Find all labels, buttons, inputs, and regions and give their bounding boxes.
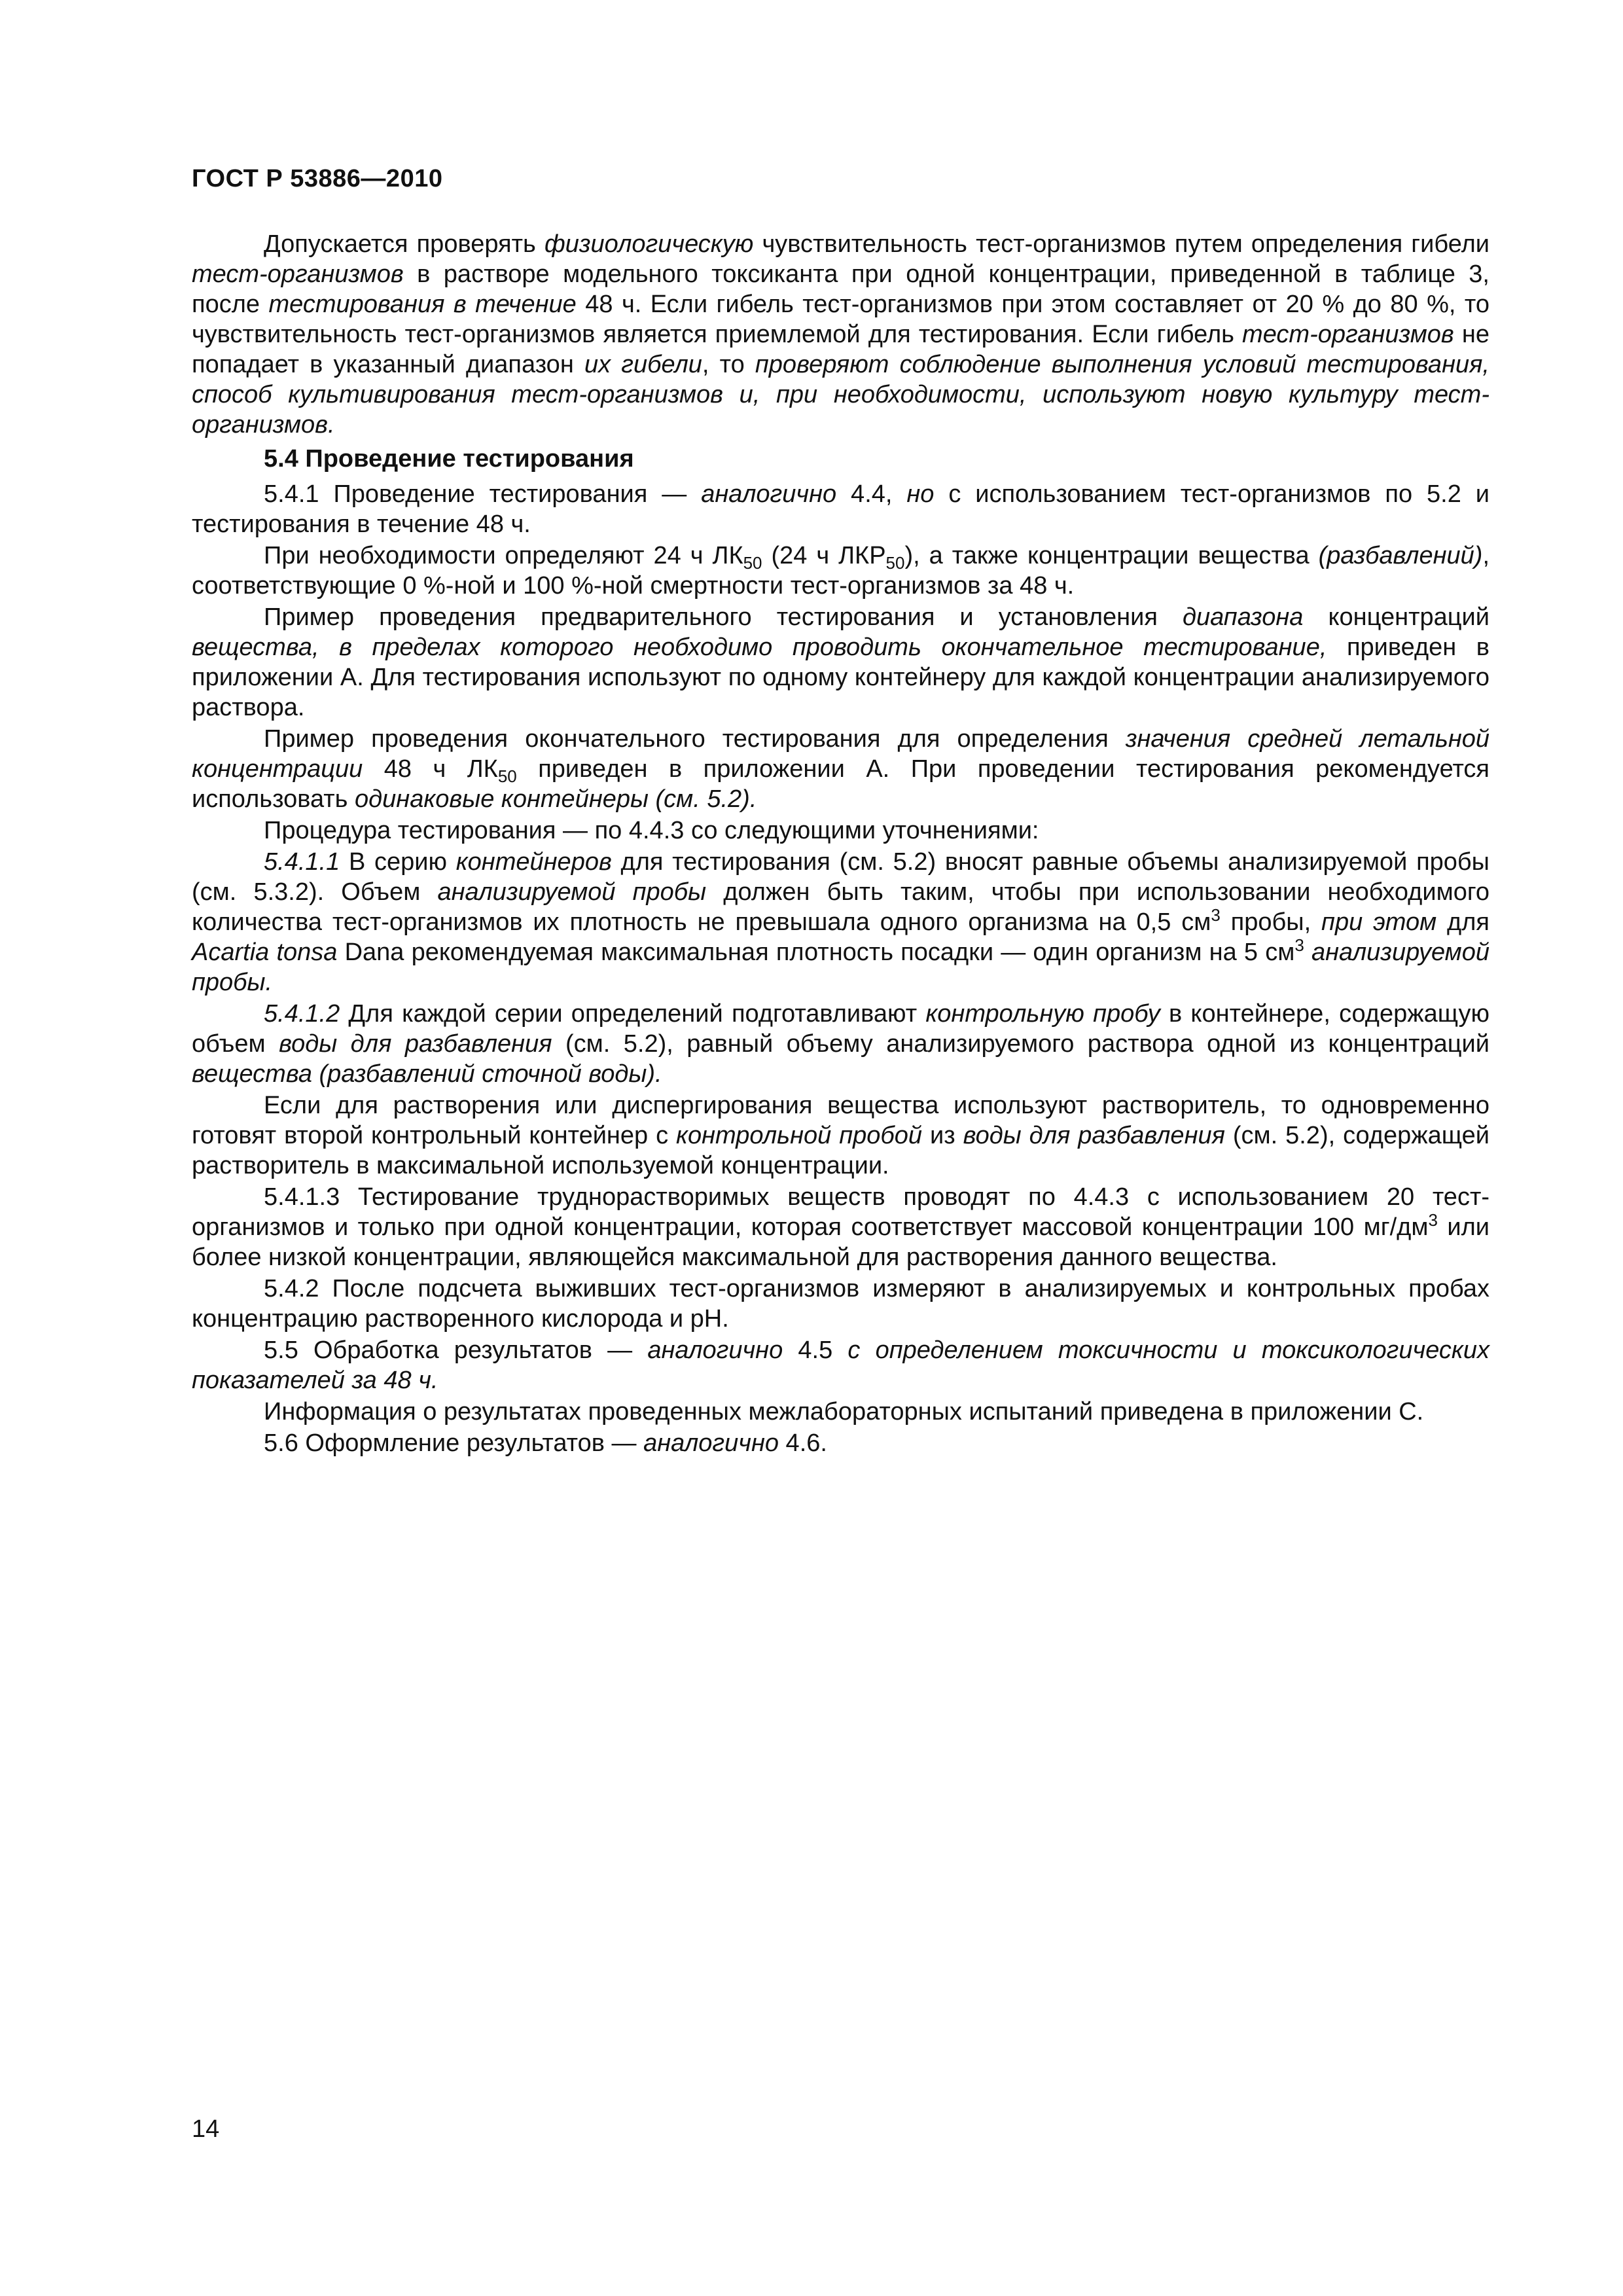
paragraph	[192, 816, 1489, 846]
text-run: 5.5 Обработка результатов —	[264, 1336, 648, 1364]
italic-text: значения средней летальной концентрации	[192, 725, 1489, 783]
subscript: 50	[885, 553, 905, 573]
paragraph	[192, 479, 1489, 539]
section-heading	[192, 444, 1489, 474]
italic-text: аналогично	[643, 1429, 779, 1457]
text-run: (24 ч ЛКР	[762, 542, 886, 569]
italic-text: вещества, в пределах которого необходимо проводить окончательное тестирование,	[192, 634, 1327, 661]
text-run: 4.5	[783, 1336, 848, 1364]
text-run: 5.4 Проведение тестирования	[264, 445, 634, 473]
italic-text: аналогично	[647, 1336, 783, 1364]
italic-text: контрольную пробу	[925, 1000, 1160, 1028]
text-run: 48 ч ЛК	[363, 755, 498, 783]
italic-text: проверяют соблюдение выполнения условий тестирования, способ культивирования тест-организмов и, при необходимости, используют новую культуру тест-организмов.	[192, 351, 1489, 439]
italic-text: при этом	[1321, 908, 1437, 936]
paragraph	[192, 847, 1489, 997]
text-run: чувствительность тест-организмов путем определения гибели	[753, 230, 1489, 258]
text-run: 4.4,	[836, 480, 907, 508]
paragraph	[192, 1428, 1489, 1458]
italic-text: воды для разбавления	[279, 1030, 552, 1058]
superscript: 3	[1294, 935, 1304, 955]
text-run: Пример проведения окончательного тестирования для определения	[264, 725, 1126, 753]
text-run: 5.4.2 После подсчета выживших тест-организмов измеряют в анализируемых и контрольных пробах концентрацию растворенного кислорода и pH.	[192, 1275, 1489, 1333]
text-run	[1304, 939, 1311, 966]
text-run: приведен в приложении А. Для тестирования используют по одному контейнеру для каждой концентрации анализируемого раствора.	[192, 634, 1489, 721]
text-run: для	[1436, 908, 1489, 936]
text-run: , то	[702, 351, 755, 378]
text-run: 4.6.	[779, 1429, 827, 1457]
superscript: 3	[1428, 1210, 1438, 1230]
text-run: с использованием тест-организмов по 5.2 и тестирования в течение 48 ч.	[192, 480, 1490, 538]
paragraph	[192, 1335, 1489, 1395]
text-run: (см. 5.2), равный объему анализируемого раствора одной из концентраций	[552, 1030, 1489, 1058]
paragraph	[192, 1182, 1489, 1272]
italic-text: но	[906, 480, 935, 508]
italic-text: тест-организмов	[1242, 321, 1454, 348]
italic-text: (разбавлений)	[1318, 542, 1483, 569]
paragraph	[192, 999, 1489, 1089]
paragraph	[192, 724, 1489, 814]
text-run: пробы,	[1220, 908, 1322, 936]
text-run: для тестирования (см. 5.2) вносят равные объемы анализируемой пробы (см. 5.3.2). Объем	[192, 848, 1489, 906]
text-run: В серию	[340, 848, 456, 876]
paragraph	[192, 1090, 1489, 1181]
italic-text: контейнеров	[455, 848, 612, 876]
paragraph	[192, 602, 1489, 723]
text-run: 5.4.1 Проведение тестирования —	[264, 480, 702, 508]
paragraph	[192, 1274, 1489, 1334]
italic-text: анализируемой пробы	[437, 878, 707, 906]
text-run: из	[922, 1122, 963, 1149]
italic-text: тест-организмов	[192, 260, 404, 288]
paragraph	[192, 1397, 1489, 1427]
italic-text: Acartia tonsa	[192, 939, 338, 966]
superscript: 3	[1211, 905, 1221, 925]
text-run: должен быть таким, чтобы при использовании необходимого количества тест-организмов их плотность не превышала одного организма на 0,5 см	[192, 878, 1490, 936]
paragraph	[192, 229, 1489, 440]
document-body	[192, 229, 1489, 1460]
text-run: Пример проведения предварительного тестирования и установления	[264, 603, 1183, 631]
italic-text: воды для разбавления	[963, 1122, 1225, 1149]
text-run: в растворе модельного токсиканта при одной концентрации, приведенной в таблице 3, после	[192, 260, 1489, 318]
text-run: ), а также концентрации вещества	[904, 542, 1319, 569]
italic-text: физиологическую	[544, 230, 754, 258]
text-run: Dana рекомендуемая максимальная плотность посадки — один организм на 5 см	[337, 939, 1295, 966]
text-run: или более низкой концентрации, являющейся максимальной для растворения данного вещества.	[192, 1213, 1489, 1271]
text-run: Процедура тестирования — по 4.4.3 со следующими уточнениями:	[264, 817, 1039, 844]
paragraph	[192, 541, 1489, 601]
text-run: 5.6 Оформление результатов —	[264, 1429, 644, 1457]
text-run: Информация о результатах проведенных межлабораторных испытаний приведена в приложении С.	[264, 1398, 1424, 1426]
italic-text: 5.4.1.1	[264, 848, 340, 876]
text-run: концентраций	[1303, 603, 1489, 631]
text-run: При необходимости определяют 24 ч ЛК	[264, 542, 743, 569]
subscript: 50	[743, 553, 762, 573]
document-header: ГОСТ Р 53886—2010	[192, 165, 443, 192]
italic-text: их гибели	[584, 351, 702, 378]
italic-text: анализируемой пробы.	[192, 939, 1489, 996]
italic-text: тестирования в течение	[268, 291, 577, 318]
subscript: 50	[497, 766, 517, 786]
italic-text: контрольной пробой	[676, 1122, 923, 1149]
italic-text: диапазона	[1182, 603, 1304, 631]
italic-text: вещества (разбавлений сточной воды).	[192, 1060, 662, 1088]
text-run: не попадает в указанный диапазон	[192, 321, 1489, 378]
italic-text: аналогично	[701, 480, 837, 508]
text-run: приведен в приложении А. При проведении тестирования рекомендуется использовать	[192, 755, 1490, 813]
text-run: Для каждой серии определений подготавливают	[340, 1000, 926, 1028]
text-run: 48 ч. Если гибель тест-организмов при этом составляет от 20 % до 80 %, то чувствительность тест-организмов является приемлемой для тестирования. Если гибель	[192, 291, 1489, 348]
text-run: Если для растворения или диспергирования вещества используют растворитель, то одновременно готовят второй контрольный контейнер с	[192, 1092, 1489, 1149]
text-run: (см. 5.2), содержащей растворитель в максимальной используемой концентрации.	[192, 1122, 1490, 1179]
italic-text: с определением токсичности и токсикологических показателей за 48 ч.	[192, 1336, 1489, 1394]
italic-text: 5.4.1.2	[264, 1000, 340, 1028]
text-run: в контейнере, содержащую объем	[192, 1000, 1489, 1058]
text-run: , соответствующие 0 %-ной и 100 %-ной смертности тест-организмов за 48 ч.	[192, 542, 1489, 600]
text-run: Допускается проверять	[264, 230, 544, 258]
page-number: 14	[192, 2115, 220, 2143]
text-run: 5.4.1.3 Тестирование труднорастворимых веществ проводят по 4.4.3 с использованием 20 тест-организмов и только при одной концентрации, которая соответствует массовой концентрации 100 мг/дм	[192, 1183, 1489, 1241]
italic-text: одинаковые контейнеры (см. 5.2).	[355, 785, 757, 813]
